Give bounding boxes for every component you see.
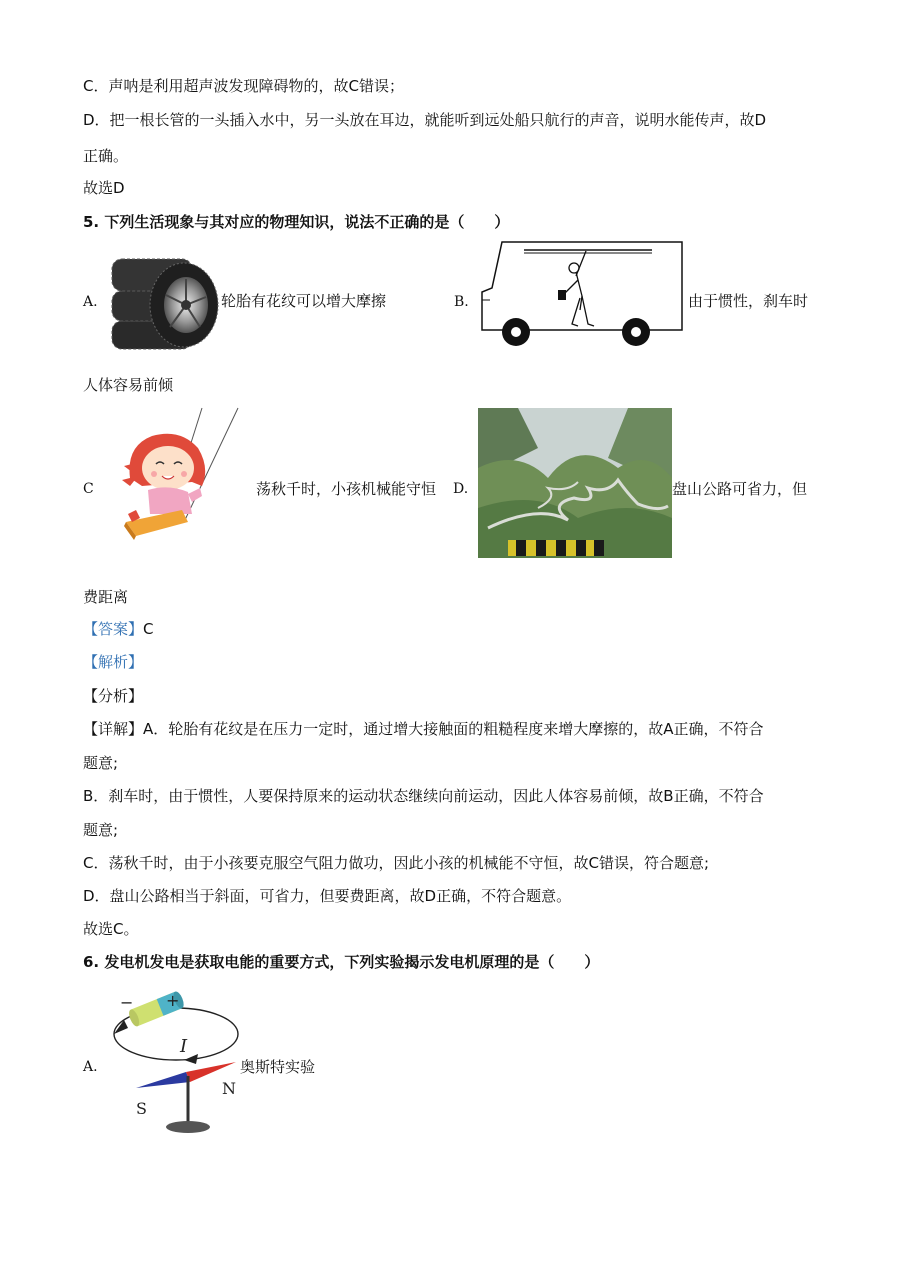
answer-line xyxy=(83,619,154,639)
detail-a-line2: 题意; xyxy=(83,754,119,772)
option-a-label: A. xyxy=(83,294,98,310)
mountain-road-image xyxy=(478,408,672,558)
battery-minus-label: − xyxy=(120,993,134,1012)
detail-a-line1: 【详解】A．轮胎有花纹是在压力一定时，通过增大接触面的粗糙程度来增大摩擦的，故A正确，不符合 xyxy=(83,720,764,738)
option-c-text: 荡秋千时，小孩机械能守恒 xyxy=(256,480,437,498)
detail-b-line1: B．刹车时，由于惯性，人要保持原来的运动状态继续向前运动，因此人体容易前倾，故B正确，不符合 xyxy=(83,787,764,805)
fenxi-tag: 【分析】 xyxy=(83,687,144,705)
question-5: 5. 下列生活现象与其对应的物理知识，说法不正确的是（ ） xyxy=(83,213,510,231)
detail-c: C．荡秋千时，由于小孩要克服空气阻力做功，因此小孩的机械能不守恒，故C错误，符合题意; xyxy=(83,854,710,872)
text-line-d: D．把一根长管的一头插入水中，另一头放在耳边，就能听到远处船只航行的声音，说明水能传声，故D xyxy=(83,111,767,129)
option-d-text-continued: 费距离 xyxy=(83,588,129,606)
option-b-text: 由于惯性，刹车时 xyxy=(688,292,809,310)
option-b-text-continued: 人体容易前倾 xyxy=(83,376,174,394)
option-a-text: 轮胎有花纹可以增大摩擦 xyxy=(221,292,387,310)
compass-n-label: N xyxy=(222,1079,236,1098)
option-b-label: B. xyxy=(454,294,469,310)
swing-girl-image xyxy=(122,406,246,540)
tire-stack-image xyxy=(98,251,220,353)
text-line-choose-d: 故选D xyxy=(83,179,125,197)
detail-b-line2: 题意; xyxy=(83,821,119,839)
current-label: I xyxy=(180,1036,188,1057)
bus-braking-image xyxy=(476,238,686,350)
question-6: 6. 发电机发电是获取电能的重要方式，下列实验揭示发电机原理的是（ ） xyxy=(83,953,600,971)
oersted-experiment-image xyxy=(104,984,244,1136)
text-line-correct: 正确。 xyxy=(83,147,129,165)
answer-value: C xyxy=(143,620,154,638)
answer-tag: 【答案】 xyxy=(83,620,144,638)
compass-s-label: S xyxy=(136,1099,147,1118)
battery-plus-label: + xyxy=(166,991,180,1010)
option-c-label: C xyxy=(83,481,94,497)
analysis-tag: 【解析】 xyxy=(83,653,144,671)
option-d-text: 盘山公路可省力，但 xyxy=(672,480,808,498)
q6-option-a-text: 奥斯特实验 xyxy=(240,1058,316,1076)
detail-d: D．盘山公路相当于斜面，可省力，但要费距离，故D正确，不符合题意。 xyxy=(83,887,572,905)
text-line-c: C．声呐是利用超声波发现障碍物的，故C错误； xyxy=(83,77,404,95)
conclusion: 故选C。 xyxy=(83,920,139,938)
option-d-label: D. xyxy=(453,481,469,497)
q6-option-a-label: A. xyxy=(83,1059,98,1075)
